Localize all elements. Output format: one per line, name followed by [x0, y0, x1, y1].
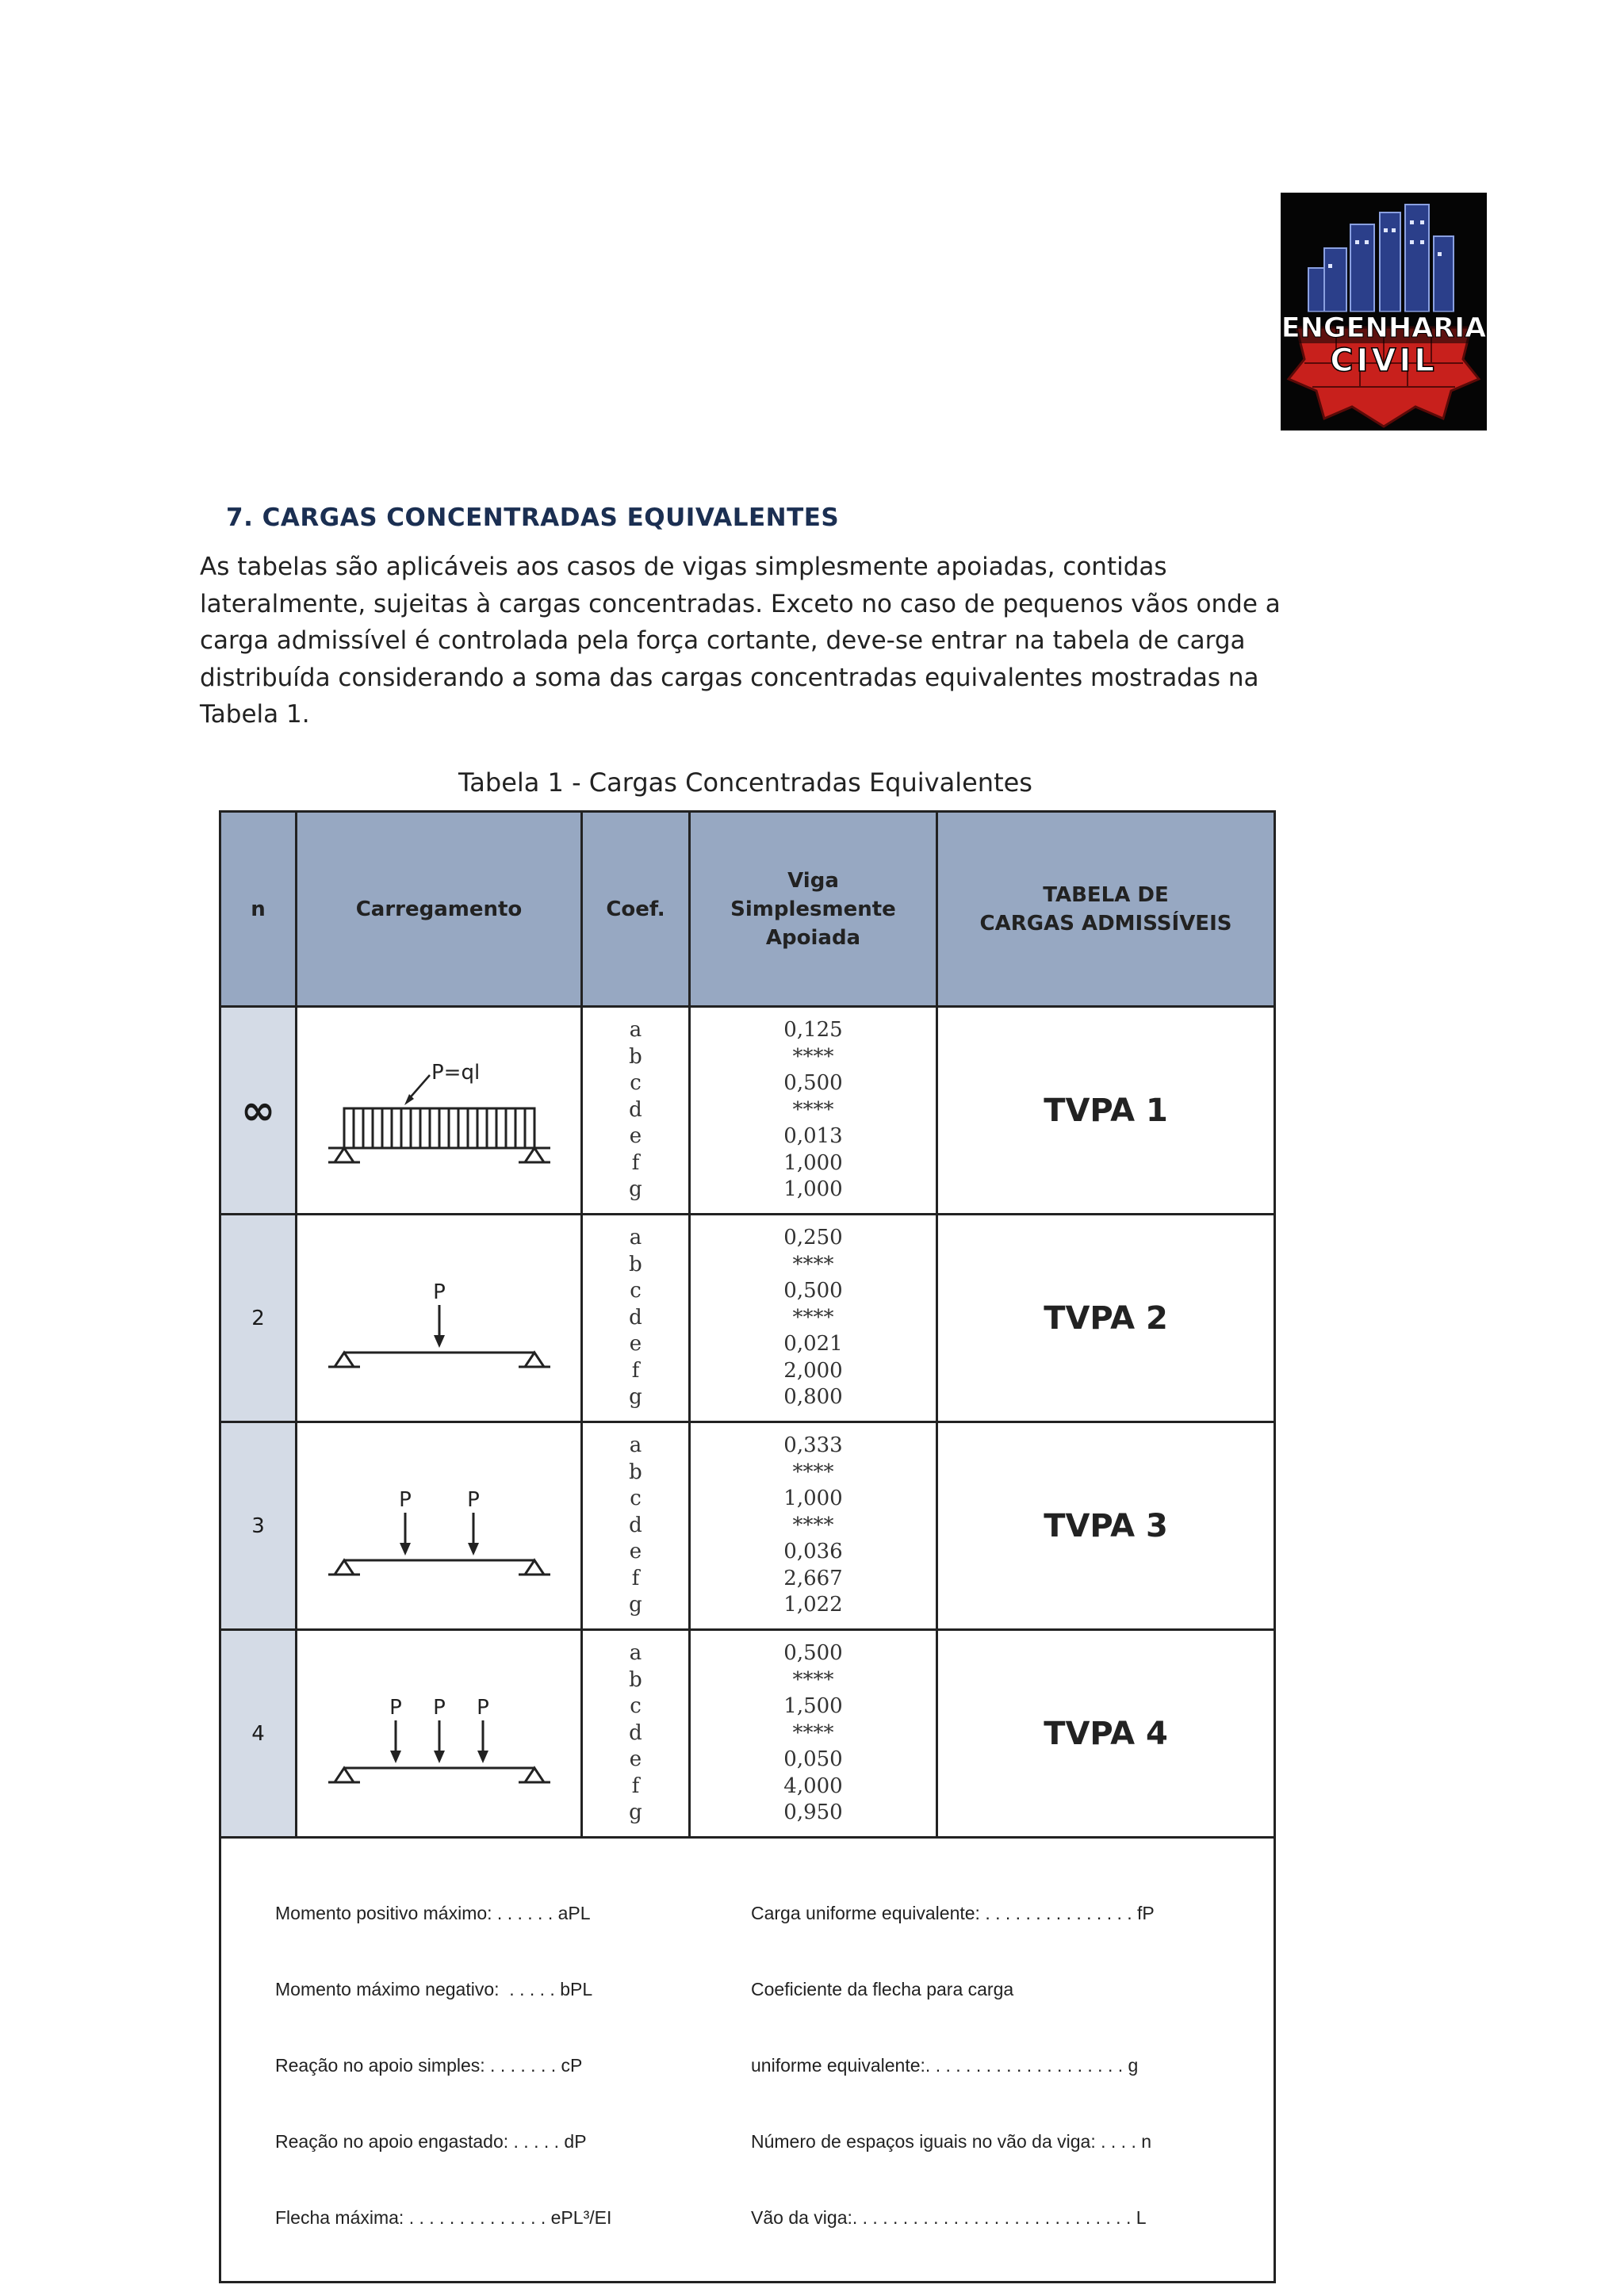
- coef-letters: [582, 1215, 690, 1422]
- diagram-label-p: P: [466, 1487, 480, 1512]
- coef-value: ****: [792, 1460, 834, 1484]
- point-load-diagram-2: [320, 1259, 558, 1378]
- coef-values: [690, 1007, 937, 1215]
- coef-value: 0,050: [783, 1747, 843, 1772]
- coef-value: 0,500: [783, 1071, 843, 1096]
- coef-letter: f: [631, 1566, 640, 1590]
- diagram-label-p: P: [476, 1695, 489, 1720]
- diagram-label-p: P: [398, 1487, 412, 1512]
- coef-value: ****: [792, 1305, 834, 1330]
- coef-value: ****: [792, 1044, 834, 1069]
- coef-value: ****: [792, 1252, 834, 1276]
- coef-value: 1,500: [783, 1694, 843, 1719]
- coef-letter: d: [629, 1720, 642, 1745]
- coef-letter: e: [629, 1332, 642, 1357]
- n-value: 4: [220, 1630, 297, 1838]
- coef-letters: [582, 1007, 690, 1215]
- header-tabela-line2: CARGAS ADMISSÍVEIS: [979, 911, 1232, 936]
- coef-letter: c: [630, 1071, 642, 1096]
- coef-letter: f: [631, 1150, 640, 1175]
- coef-value: 0,333: [783, 1433, 843, 1458]
- coef-value: ****: [792, 1720, 834, 1745]
- coef-letter: a: [629, 1641, 642, 1666]
- coef-value: 0,950: [783, 1800, 843, 1825]
- coef-values: [690, 1630, 937, 1838]
- header-n: n: [220, 812, 297, 1007]
- coef-letters: [582, 1630, 690, 1838]
- legend-item: Momento máximo negativo: . . . . . bPL: [275, 1979, 593, 1999]
- legend-cell: [220, 1838, 1275, 2283]
- coef-letter: c: [630, 1694, 642, 1719]
- logo-text-line1: ENGENHARIA: [1281, 312, 1487, 344]
- coef-letter: f: [631, 1358, 640, 1383]
- distributed-load-diagram: [320, 1051, 558, 1170]
- coef-letter: c: [630, 1487, 642, 1511]
- coef-letter: e: [629, 1124, 642, 1149]
- legend-item: Reação no apoio simples: . . . . . . . cP: [275, 2055, 583, 2076]
- load-diagram-2: [297, 1215, 582, 1422]
- coef-letter: a: [629, 1226, 642, 1250]
- legend-item: Coeficiente da flecha para carga: [751, 1979, 1014, 1999]
- section-title: 7. CARGAS CONCENTRADAS EQUIVALENTES: [226, 503, 840, 532]
- coef-letter: g: [629, 1385, 642, 1410]
- table-header-row: [220, 812, 1275, 1007]
- legend-item: Flecha máxima: . . . . . . . . . . . . . . ePL³/EI: [275, 2207, 612, 2228]
- coef-value: 1,000: [783, 1150, 843, 1175]
- coef-value: 0,021: [783, 1332, 843, 1357]
- intro-paragraph: As tabelas são aplicáveis aos casos de vigas simplesmente apoiadas, contidas lateralmente, sujeitas à cargas concentradas. Exceto no caso de pequenos vãos onde a carga admissível é controlada pela força cortante, deve-se entrar na tabela de carga distribuída considerando a soma das cargas concentradas equivalentes mostradas na Tabela 1.: [200, 553, 1281, 729]
- header-coef: Coef.: [582, 812, 690, 1007]
- header-carregamento: Carregamento: [297, 812, 582, 1007]
- coef-value: 0,036: [783, 1540, 843, 1564]
- coef-value: 0,800: [783, 1385, 843, 1410]
- n-value: 2: [220, 1215, 297, 1422]
- coef-letter: e: [629, 1747, 642, 1772]
- load-diagram-4: [297, 1630, 582, 1838]
- table-row: [220, 1630, 1275, 1838]
- coef-value: 0,500: [783, 1641, 843, 1666]
- tvpa-reference: TVPA 3: [937, 1422, 1275, 1630]
- coef-value: ****: [792, 1097, 834, 1122]
- coef-value: 0,125: [783, 1018, 843, 1043]
- coef-value: 2,667: [783, 1566, 843, 1590]
- coef-letter: b: [629, 1044, 642, 1069]
- tvpa-reference: TVPA 1: [937, 1007, 1275, 1215]
- diagram-label-p: P: [432, 1695, 446, 1720]
- coef-value: 0,013: [783, 1124, 843, 1149]
- legend-row: [220, 1838, 1275, 2283]
- point-load-diagram-3: [320, 1467, 558, 1586]
- equivalent-loads-table: [219, 810, 1276, 2283]
- diagram-label-p: P: [432, 1280, 446, 1304]
- legend-item: Momento positivo máximo: . . . . . . aPL: [275, 1903, 591, 1923]
- coef-value: 1,000: [783, 1177, 843, 1202]
- coef-letter: a: [629, 1433, 642, 1458]
- coef-letter: c: [630, 1279, 642, 1303]
- table-row: [220, 1422, 1275, 1630]
- diagram-label-pql: P=ql: [431, 1060, 480, 1085]
- table-caption: Tabela 1 - Cargas Concentradas Equivalentes: [458, 767, 1032, 798]
- coef-value: 0,500: [783, 1279, 843, 1303]
- coef-value: 1,022: [783, 1593, 843, 1617]
- header-tabela-line1: TABELA DE: [1043, 882, 1169, 907]
- table-row: [220, 1007, 1275, 1215]
- header-tabela: [937, 812, 1275, 1007]
- coef-letter: d: [629, 1513, 642, 1537]
- coef-value: 2,000: [783, 1358, 843, 1383]
- coef-letter: f: [631, 1774, 640, 1798]
- n-value: 3: [220, 1422, 297, 1630]
- tvpa-reference: TVPA 2: [937, 1215, 1275, 1422]
- table-row: [220, 1215, 1275, 1422]
- coef-value: ****: [792, 1667, 834, 1692]
- legend-right: [751, 1850, 1155, 2281]
- coef-value: ****: [792, 1513, 834, 1537]
- point-load-diagram-4: [320, 1674, 558, 1793]
- n-value: ∞: [220, 1007, 297, 1215]
- load-diagram-distributed: [297, 1007, 582, 1215]
- coef-letter: e: [629, 1540, 642, 1564]
- load-diagram-3: [297, 1422, 582, 1630]
- coef-letter: g: [629, 1800, 642, 1825]
- legend-item: uniforme equivalente:. . . . . . . . . . . . . . . . . . . . g: [751, 2055, 1139, 2076]
- coef-value: 0,250: [783, 1226, 843, 1250]
- coef-letter: d: [629, 1305, 642, 1330]
- header-viga: Viga Simplesmente Apoiada: [690, 812, 937, 1007]
- coef-letter: b: [629, 1460, 642, 1484]
- legend-item: Reação no apoio engastado: . . . . . dP: [275, 2131, 587, 2152]
- coef-letter: g: [629, 1593, 642, 1617]
- coef-letter: a: [629, 1018, 642, 1043]
- engenharia-civil-logo: [1281, 193, 1487, 430]
- coef-letter: b: [629, 1252, 642, 1276]
- logo-text-line2: CIVIL: [1330, 342, 1438, 379]
- coef-values: [690, 1422, 937, 1630]
- coef-values: [690, 1215, 937, 1422]
- coef-value: 4,000: [783, 1774, 843, 1798]
- legend-left: [275, 1850, 751, 2281]
- coef-value: 1,000: [783, 1487, 843, 1511]
- coef-letter: g: [629, 1177, 642, 1202]
- coef-letter: d: [629, 1097, 642, 1122]
- tvpa-reference: TVPA 4: [937, 1630, 1275, 1838]
- legend-item: Número de espaços iguais no vão da viga: . . . . n: [751, 2131, 1152, 2152]
- coef-letters: [582, 1422, 690, 1630]
- legend-item: Vão da viga:. . . . . . . . . . . . . . . . . . . . . . . . . . . . L: [751, 2207, 1147, 2228]
- legend-item: Carga uniforme equivalente: . . . . . . . . . . . . . . . fP: [751, 1903, 1155, 1923]
- diagram-label-p: P: [389, 1695, 402, 1720]
- coef-letter: b: [629, 1667, 642, 1692]
